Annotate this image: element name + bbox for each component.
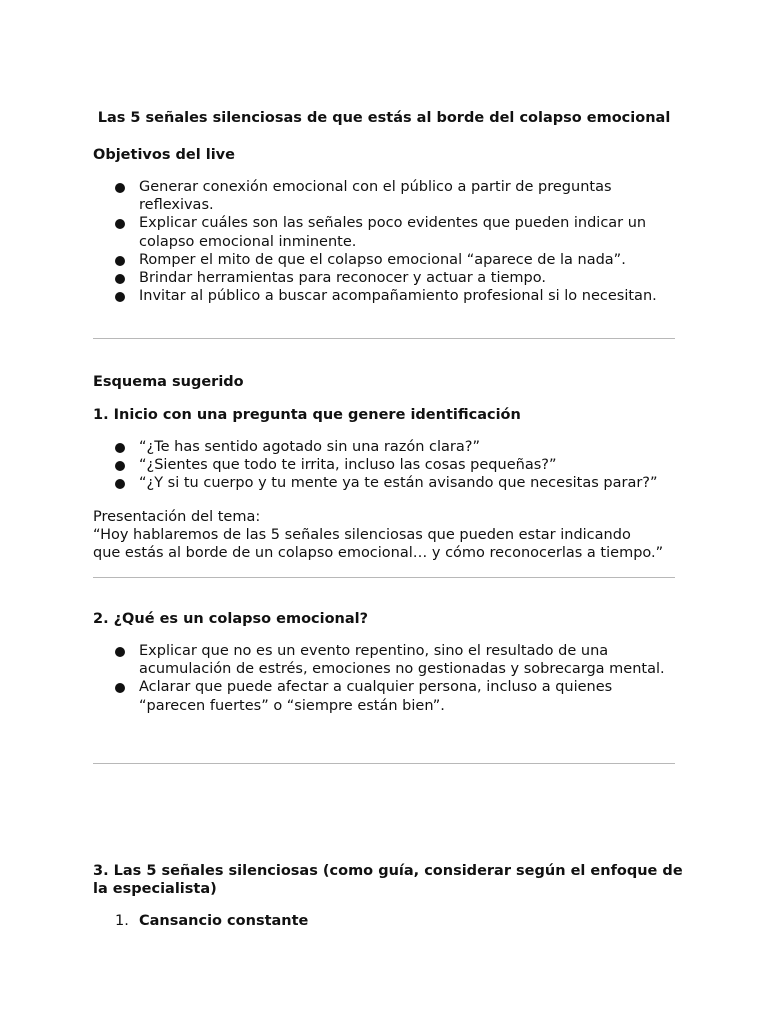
bullet-icon — [115, 479, 125, 489]
question-item: “¿Te has sentido agotado sin una razón clara?” — [115, 438, 675, 456]
section2-heading: 2. ¿Qué es un colapso emocional? — [93, 611, 369, 627]
objectives-heading: Objetivos del live — [93, 147, 235, 163]
definition-item: Aclarar que puede afectar a cualquier persona, incluso a quienes “parecen fuertes” o “siempre están bien”. — [115, 678, 675, 714]
objectives-list — [115, 178, 675, 305]
opening-questions-list — [115, 438, 675, 493]
objective-item: Brindar herramientas para reconocer y actuar a tiempo. — [115, 269, 675, 287]
bullet-icon — [115, 292, 125, 302]
topic-presentation — [93, 508, 683, 563]
presentation-label: Presentación del tema: — [93, 509, 261, 525]
section-divider — [93, 763, 675, 764]
bullet-icon — [115, 183, 125, 193]
definition-item: Explicar que no es un evento repentino, sino el resultado de una acumulación de estrés, emociones no gestionadas y sobrecarga mental. — [115, 642, 675, 678]
bullet-icon — [115, 461, 125, 471]
item-number: 1. — [115, 913, 129, 929]
objective-item: Invitar al público a buscar acompañamiento profesional si lo necesitan. — [115, 287, 675, 305]
signals-list — [115, 912, 308, 930]
objective-item: Generar conexión emocional con el público a partir de preguntas reflexivas. — [115, 178, 675, 214]
definition-list — [115, 642, 675, 715]
bullet-icon — [115, 274, 125, 284]
section3-heading: 3. Las 5 señales silenciosas (como guía, considerar según el enfoque de la especialista) — [93, 863, 683, 897]
objective-item: Romper el mito de que el colapso emocional “aparece de la nada”. — [115, 251, 675, 269]
bullet-icon — [115, 647, 125, 657]
presentation-quote-line: “Hoy hablaremos de las 5 señales silenciosas que pueden estar indicando — [93, 527, 631, 544]
bullet-icon — [115, 256, 125, 266]
section-divider — [93, 338, 675, 339]
presentation-quote-line: que estás al borde de un colapso emocional… y cómo reconocerlas a tiempo.” — [93, 545, 664, 562]
question-item: “¿Sientes que todo te irrita, incluso las cosas pequeñas?” — [115, 456, 675, 474]
bullet-icon — [115, 443, 125, 453]
section-divider — [93, 577, 675, 578]
objective-item: Explicar cuáles son las señales poco evidentes que pueden indicar un colapso emocional inminente. — [115, 214, 675, 250]
bullet-icon — [115, 219, 125, 229]
document-title: Las 5 señales silenciosas de que estás al borde del colapso emocional — [97, 110, 671, 126]
list-item — [115, 912, 308, 930]
question-item: “¿Y si tu cuerpo y tu mente ya te están avisando que necesitas parar?” — [115, 474, 675, 492]
bullet-icon — [115, 683, 125, 693]
section1-heading: 1. Inicio con una pregunta que genere identificación — [93, 407, 521, 423]
outline-heading: Esquema sugerido — [93, 374, 244, 390]
item-label: Cansancio constante — [139, 913, 309, 929]
